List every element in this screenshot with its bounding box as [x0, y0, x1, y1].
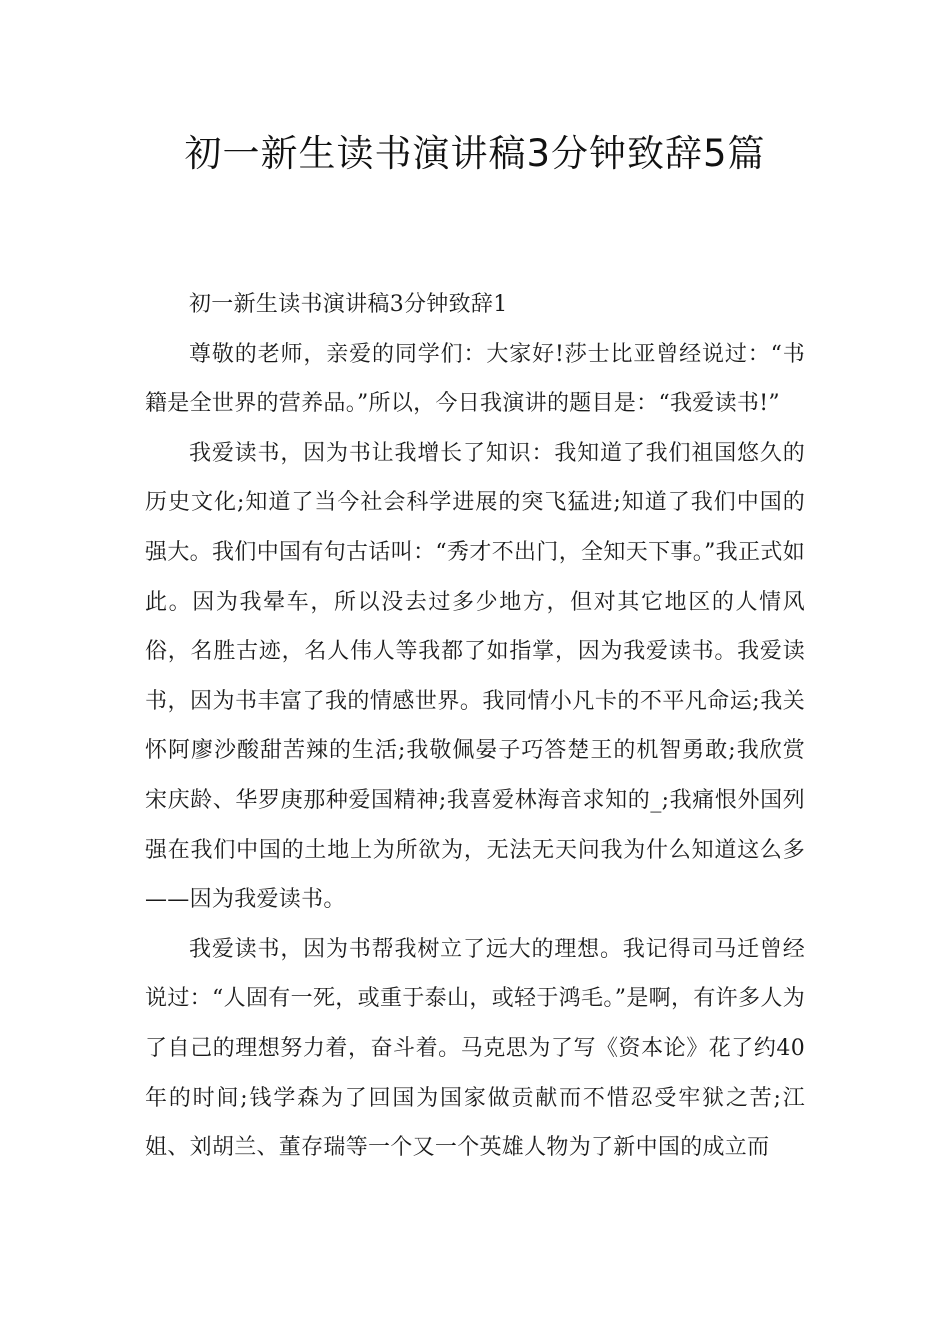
paragraph: 我爱读书，因为书让我增长了知识：我知道了我们祖国悠久的历史文化;知道了当今社会科学进展的突飞猛进;知道了我们中国的强大。我们中国有句古话叫：“秀才不出门，全知天下事。”我正式如此。因为我晕车，所以没去过多少地方，但对其它地区的人情风俗，名胜古迹，名人伟人等我都了如指掌，因为我爱读书。我爱读书，因为书丰富了我的情感世界。我同情小凡卡的不平凡命运;我关怀阿廖沙酸甜苦辣的生活;我敬佩晏子巧答楚王的机智勇敢;我欣赏宋庆龄、华罗庚那种爱国精神;我喜爱林海音求知的_;我痛恨外国列强在我们中国的土地上为所欲为，无法无天问我为什么知道这么多——因为我爱读书。 — [145, 440, 805, 913]
paragraph: 我爱读书，因为书帮我树立了远大的理想。我记得司马迁曾经说过：“人固有一死，或重于泰山，或轻于鸿毛。”是啊，有许多人为了自己的理想努力着，奋斗着。马克思为了写《资本论》花了约40年的时间;钱学森为了回国为国家做贡献而不惜忍受牢狱之苦;江姐、刘胡兰、董存瑞等一个又一个英雄人物为了新中国的成立而 — [145, 936, 805, 1161]
document-title: 初一新生读书演讲稿3分钟致辞5篇 — [184, 132, 766, 175]
section-heading: 初一新生读书演讲稿3分钟致辞1 — [189, 292, 508, 317]
document-body — [145, 280, 805, 1173]
paragraph: 尊敬的老师，亲爱的同学们：大家好!莎士比亚曾经说过：“书籍是全世界的营养品。”所以，今日我演讲的题目是：“我爱读书!” — [145, 341, 805, 417]
